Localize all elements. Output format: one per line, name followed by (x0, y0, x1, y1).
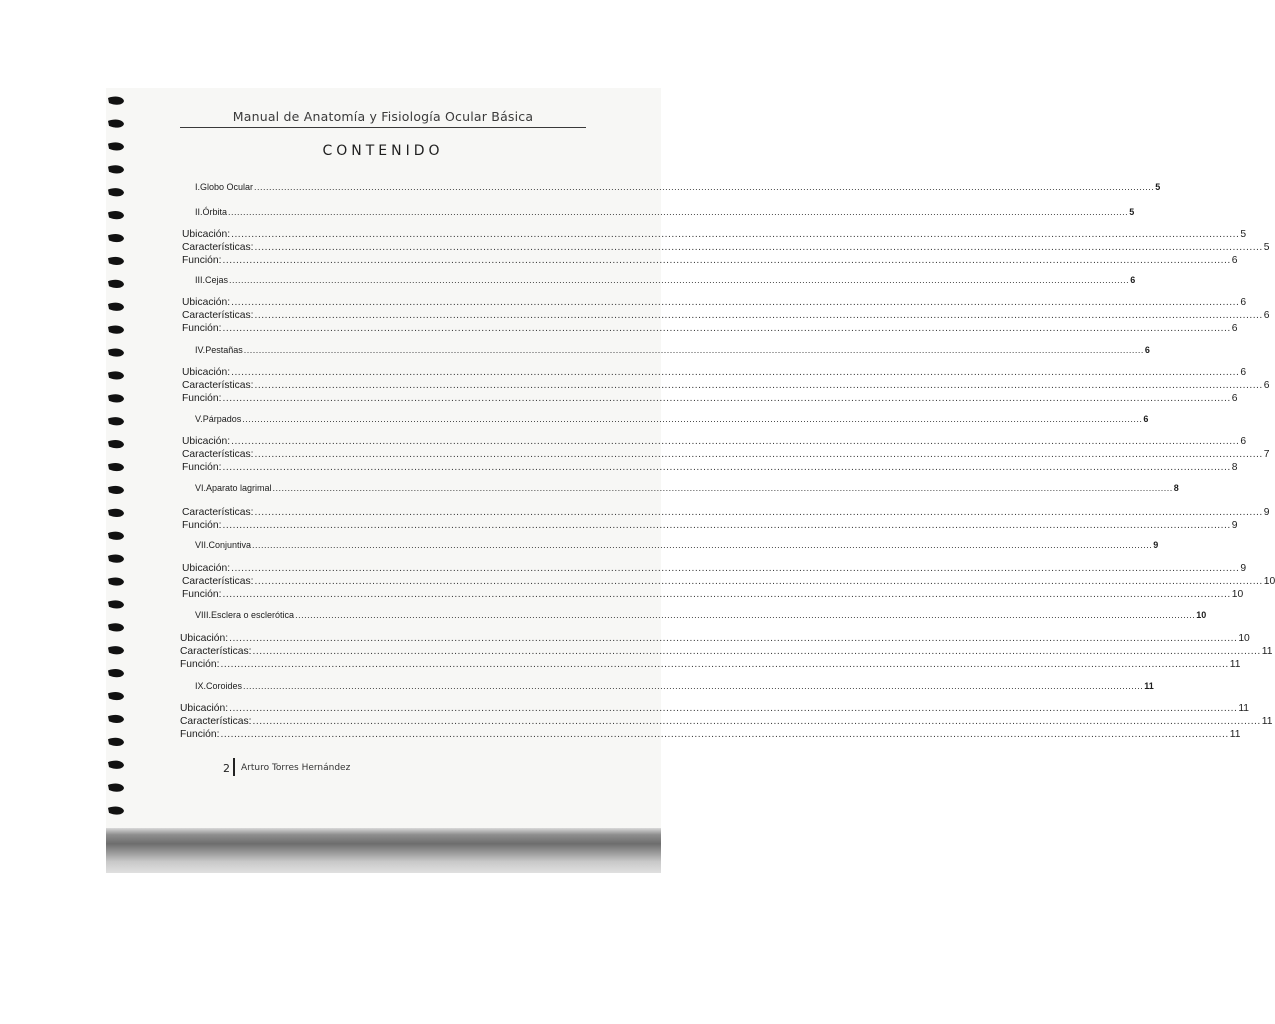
dot-leader: ............................................................................................................................................................................................................................................................................................................ (220, 729, 1229, 740)
spiral-coil-icon (108, 394, 124, 402)
spiral-coil-icon (108, 738, 124, 746)
dot-leader: ............................................................................................................................................................................................................................................................................................................ (231, 563, 1240, 574)
toc-page-number: 8 (1173, 483, 1179, 493)
spiral-coil-icon (108, 280, 124, 288)
dot-leader: ............................................................................................................................................................................................................................................................................................................ (222, 462, 1231, 473)
spiral-coil-icon (108, 326, 124, 334)
toc-entry-row (182, 242, 1270, 253)
toc-section-row (195, 540, 1159, 550)
spiral-coil-icon (108, 646, 124, 654)
scanned-page (106, 88, 1275, 873)
toc-page-number: 6 (1231, 393, 1238, 404)
toc-section-row (195, 483, 1179, 493)
toc-page-number: 10 (1263, 576, 1275, 587)
spiral-coil-icon (108, 303, 124, 311)
toc-entry-row (182, 589, 1244, 600)
toc-section-number: V. (195, 414, 203, 424)
spiral-coil-icon (108, 692, 124, 700)
spiral-coil-icon (108, 234, 124, 242)
dot-leader: ............................................................................................................................................................................................................................................................................................................ (231, 297, 1240, 308)
spiral-coil-icon (108, 715, 124, 723)
spiral-coil-icon (108, 257, 124, 265)
toc-entry-label: Función: (182, 520, 222, 531)
toc-page-number: 6 (1240, 367, 1247, 378)
toc-page-number: 6 (1231, 323, 1238, 334)
spiral-binding (106, 88, 140, 828)
toc-section-number: I. (195, 182, 201, 192)
toc-entry-label: Características: (180, 646, 252, 657)
toc-entry-row (182, 229, 1247, 240)
toc-page-number: 8 (1231, 462, 1238, 473)
dot-leader: ............................................................................................................................................................................................................................................................................................................ (252, 646, 1261, 657)
toc-page-number: 6 (1144, 345, 1150, 355)
toc-page-number: 9 (1240, 563, 1247, 574)
toc-page-number: 5 (1155, 182, 1161, 192)
toc-page-number: 9 (1231, 520, 1238, 531)
toc-page-number: 11 (1238, 703, 1250, 714)
toc-section-title: Pestañas (205, 345, 243, 355)
toc-section-title: Esclera o esclerótica (211, 610, 295, 620)
toc-page-number: 10 (1231, 589, 1244, 600)
toc-entry-label: Ubicación: (182, 563, 231, 574)
spiral-coil-icon (108, 600, 124, 608)
dot-leader: ............................................................................................................................................................................................................................................................................................................ (295, 610, 1196, 620)
toc-page-number: 9 (1263, 507, 1270, 518)
toc-entry-row (182, 255, 1238, 266)
toc-entry-label: Ubicación: (182, 367, 231, 378)
spiral-coil-icon (108, 761, 124, 769)
toc-section-row (195, 681, 1154, 691)
spiral-coil-icon (108, 417, 124, 425)
dot-leader: ............................................................................................................................................................................................................................................................................................................ (231, 229, 1240, 240)
toc-section-row (195, 345, 1150, 355)
spiral-coil-icon (108, 97, 124, 105)
toc-entry-row (180, 716, 1273, 727)
dot-leader: ............................................................................................................................................................................................................................................................................................................ (254, 380, 1263, 391)
toc-section-number: III. (195, 275, 206, 285)
toc-entry-label: Función: (182, 393, 222, 404)
toc-entry-row (180, 646, 1273, 657)
dot-leader: ............................................................................................................................................................................................................................................................................................................ (272, 483, 1173, 493)
toc-page-number: 6 (1263, 310, 1270, 321)
dot-leader: ............................................................................................................................................................................................................................................................................................................ (243, 345, 1144, 355)
spiral-coil-icon (108, 577, 124, 585)
toc-entry-row (180, 703, 1250, 714)
dot-leader: ............................................................................................................................................................................................................................................................................................................ (222, 589, 1231, 600)
spiral-coil-icon (108, 165, 124, 173)
toc-page-number: 6 (1240, 436, 1247, 447)
toc-section-number: IX. (195, 681, 207, 691)
toc-page-number: 11 (1144, 681, 1154, 691)
toc-page-number: 5 (1263, 242, 1270, 253)
toc-page-number: 9 (1153, 540, 1159, 550)
header-rule (180, 127, 586, 128)
toc-section-row (195, 414, 1149, 424)
toc-page-number: 6 (1130, 275, 1136, 285)
toc-entry-row (182, 310, 1270, 321)
toc-section-number: VIII. (195, 610, 212, 620)
dot-leader: ............................................................................................................................................................................................................................................................................................................ (254, 242, 1263, 253)
spiral-coil-icon (108, 119, 124, 127)
dot-leader: ............................................................................................................................................................................................................................................................................................................ (243, 681, 1144, 691)
toc-entry-label: Características: (182, 449, 254, 460)
toc-entry-label: Ubicación: (182, 229, 231, 240)
toc-page-number: 5 (1129, 207, 1135, 217)
toc-entry-label: Ubicación: (180, 633, 229, 644)
toc-entry-label: Características: (182, 576, 254, 587)
toc-page-number: 5 (1240, 229, 1247, 240)
toc-section-title: Cejas (205, 275, 229, 285)
toc-entry-row (182, 367, 1247, 378)
dot-leader: ............................................................................................................................................................................................................................................................................................................ (222, 323, 1231, 334)
toc-entry-row (182, 323, 1238, 334)
dot-leader: ............................................................................................................................................................................................................................................................................................................ (220, 659, 1229, 670)
toc-entry-label: Función: (182, 589, 222, 600)
spiral-coil-icon (108, 463, 124, 471)
toc-section-number: VII. (195, 540, 209, 550)
dot-leader: ............................................................................................................................................................................................................................................................................................................ (254, 507, 1263, 518)
toc-entry-label: Ubicación: (182, 436, 231, 447)
spiral-coil-icon (108, 348, 124, 356)
dot-leader: ............................................................................................................................................................................................................................................................................................................ (254, 310, 1263, 321)
contents-heading: CONTENIDO (322, 143, 444, 159)
book-title: Manual de Anatomía y Fisiología Ocular Básica (232, 109, 534, 124)
spiral-coil-icon (108, 555, 124, 563)
toc-entry-label: Características: (182, 310, 254, 321)
toc-page-number: 7 (1263, 449, 1270, 460)
author-name: Arturo Torres Hernández (241, 763, 351, 773)
toc-section-title: Aparato lagrimal (206, 483, 272, 493)
spiral-coil-icon (108, 669, 124, 677)
toc-entry-label: Función: (180, 659, 220, 670)
toc-page-number: 11 (1261, 716, 1273, 727)
toc-entry-label: Características: (182, 507, 254, 518)
toc-entry-row (182, 563, 1247, 574)
dot-leader: ............................................................................................................................................................................................................................................................................................................ (229, 275, 1130, 285)
dot-leader: ............................................................................................................................................................................................................................................................................................................ (222, 520, 1231, 531)
toc-section-number: IV. (195, 345, 206, 355)
toc-entry-row (180, 633, 1250, 644)
toc-section-number: VI. (195, 483, 207, 493)
toc-section-title: Coroides (206, 681, 243, 691)
dot-leader: ............................................................................................................................................................................................................................................................................................................ (254, 182, 1155, 192)
toc-entry-row (182, 507, 1270, 518)
toc-entry-row (182, 393, 1238, 404)
dot-leader: ............................................................................................................................................................................................................................................................................................................ (222, 393, 1231, 404)
toc-page-number: 10 (1238, 633, 1250, 644)
spiral-coil-icon (108, 486, 124, 494)
page-number: 2 (223, 762, 230, 775)
toc-section-row (195, 182, 1161, 192)
toc-section-number: II. (195, 207, 203, 217)
toc-entry-row (182, 297, 1247, 308)
toc-entry-row (180, 659, 1241, 670)
toc-entry-row (180, 729, 1241, 740)
dot-leader: ............................................................................................................................................................................................................................................................................................................ (242, 414, 1143, 424)
toc-section-title: Órbita (202, 207, 228, 217)
toc-entry-label: Ubicación: (180, 703, 229, 714)
dot-leader: ............................................................................................................................................................................................................................................................................................................ (229, 703, 1238, 714)
spiral-coil-icon (108, 509, 124, 517)
toc-section-row (195, 207, 1135, 217)
page-bottom-edge (106, 828, 661, 873)
toc-entry-label: Características: (182, 380, 254, 391)
toc-entry-label: Características: (180, 716, 252, 727)
spiral-coil-icon (108, 784, 124, 792)
toc-entry-label: Características: (182, 242, 254, 253)
dot-leader: ............................................................................................................................................................................................................................................................................................................ (254, 576, 1263, 587)
toc-page-number: 11 (1229, 729, 1241, 740)
toc-entry-row (182, 449, 1270, 460)
dot-leader: ............................................................................................................................................................................................................................................................................................................ (254, 449, 1263, 460)
toc-page-number: 6 (1263, 380, 1270, 391)
spiral-coil-icon (108, 211, 124, 219)
toc-page-number: 11 (1229, 659, 1241, 670)
toc-entry-label: Función: (180, 729, 220, 740)
dot-leader: ............................................................................................................................................................................................................................................................................................................ (229, 633, 1238, 644)
toc-section-row (195, 610, 1207, 620)
toc-entry-label: Función: (182, 323, 222, 334)
dot-leader: ............................................................................................................................................................................................................................................................................................................ (228, 207, 1129, 217)
toc-section-row (195, 275, 1136, 285)
toc-page-number: 10 (1196, 610, 1207, 620)
toc-page-number: 6 (1231, 255, 1238, 266)
toc-entry-label: Función: (182, 462, 222, 473)
footer-divider (233, 758, 235, 776)
spiral-coil-icon (108, 371, 124, 379)
dot-leader: ............................................................................................................................................................................................................................................................................................................ (231, 367, 1240, 378)
toc-page-number: 6 (1143, 414, 1149, 424)
spiral-coil-icon (108, 188, 124, 196)
spiral-coil-icon (108, 532, 124, 540)
toc-entry-row (182, 520, 1238, 531)
toc-section-title: Conjuntiva (208, 540, 252, 550)
spiral-coil-icon (108, 623, 124, 631)
dot-leader: ............................................................................................................................................................................................................................................................................................................ (222, 255, 1231, 266)
toc-entry-label: Función: (182, 255, 222, 266)
toc-section-title: Párpados (202, 414, 242, 424)
toc-page-number: 6 (1240, 297, 1247, 308)
spiral-coil-icon (108, 440, 124, 448)
spiral-coil-icon (108, 806, 124, 814)
dot-leader: ............................................................................................................................................................................................................................................................................................................ (252, 540, 1153, 550)
toc-page-number: 11 (1261, 646, 1273, 657)
toc-entry-row (182, 380, 1270, 391)
toc-entry-label: Ubicación: (182, 297, 231, 308)
dot-leader: ............................................................................................................................................................................................................................................................................................................ (231, 436, 1240, 447)
toc-section-title: Globo Ocular (200, 182, 254, 192)
dot-leader: ............................................................................................................................................................................................................................................................................................................ (252, 716, 1261, 727)
spiral-coil-icon (108, 142, 124, 150)
toc-entry-row (182, 576, 1275, 587)
toc-entry-row (182, 462, 1238, 473)
toc-entry-row (182, 436, 1247, 447)
